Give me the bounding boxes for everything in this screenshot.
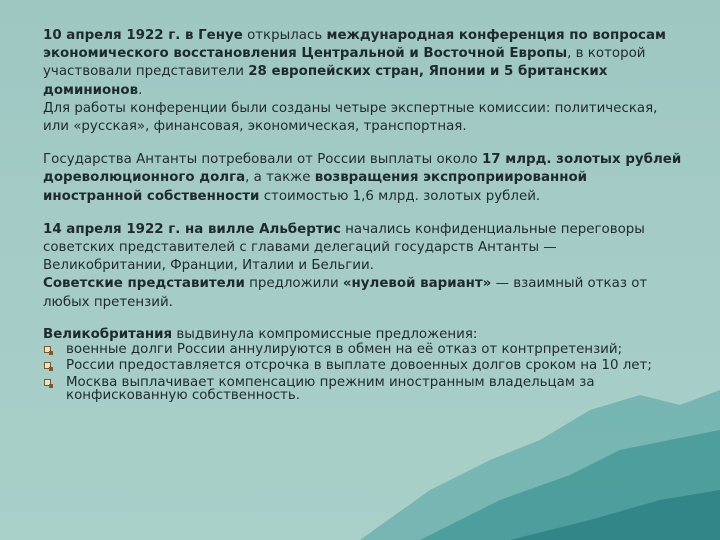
list-item: России предоставляется отсрочка в выплате довоенных долгов сроком на 10 лет; [43, 359, 683, 373]
list-item: военные долги России аннулируются в обмен на её отказ от контрпретензий; [43, 343, 683, 357]
participants-text: 28 европейских стран, Японии и 5 британских доминионов [43, 64, 608, 98]
square-bullet-icon [44, 346, 51, 353]
paragraph-britain-proposals: Великобритания выдвинула компромиссные предложения: военные долги России аннулируются в обмен на её отказ от контрпретензий; России предоставляется отсрочка в выплате довоенных долгов сроком на 10 лет; Москва выплачивает компенсацию прежним иностранным владельцам за конфискованную собственность. [43, 327, 683, 403]
list-item: Москва выплачивает компенсацию прежним иностранным владельцам за конфискованную собственность. [43, 376, 683, 403]
debt-amount-text: 17 млрд. золотых рублей дореволюционного долга [43, 152, 682, 186]
conference-title-text: международная конференция по вопросам экономического восстановления Центральной и Восточной Европы [43, 28, 666, 62]
commissions-text: Для работы конференции были созданы четыре экспертные комиссии: политическая, или «русская», финансовая, экономическая, транспортная. [43, 100, 658, 135]
britain-text: Великобритания [43, 326, 173, 342]
property-return-text: возвращения экспроприированной иностранной собственности [43, 170, 588, 204]
zero-option-text: «нулевой вариант» [342, 276, 492, 292]
slide-text [43, 27, 683, 418]
paragraph-villa-albertis: 14 апреля 1922 г. на вилле Альбертис начались конфиденциальные переговоры советских представителей с главами делегаций государств Антанты — Великобритании, Франции, Италии и Бельгии. Советские представители предложили «нулевой вариант» — взаимный отказ от любых претензий. [43, 221, 648, 310]
square-bullet-icon [44, 379, 51, 386]
paragraph-genoa-conference: 10 апреля 1922 г. в Генуе открылась международная конференция по вопросам экономического восстановления Центральной и Восточной Европы, в которой участвовали представители 28 европейских стран, Японии и 5 британских доминионов. Для работы конференции были созданы четыре экспертные комиссии: политическая, или «русская», финансовая, экономическая, транспортная. [43, 27, 683, 136]
villa-date-text: 14 апреля 1922 г. на вилле Альбертис [43, 221, 341, 237]
date-location-text: 10 апреля 1922 г. в Генуе [43, 28, 243, 43]
square-bullet-icon [44, 362, 51, 369]
paragraph-entente-demands: Государства Антанты потребовали от России выплаты около 17 млрд. золотых рублей дореволюционного долга, а также возвращения экспроприированной иностранной собственности стоимостью 1,6 млрд. золотых рублей. [43, 152, 682, 204]
soviet-reps-text: Советские представители [43, 276, 245, 292]
proposal-list [43, 343, 683, 403]
